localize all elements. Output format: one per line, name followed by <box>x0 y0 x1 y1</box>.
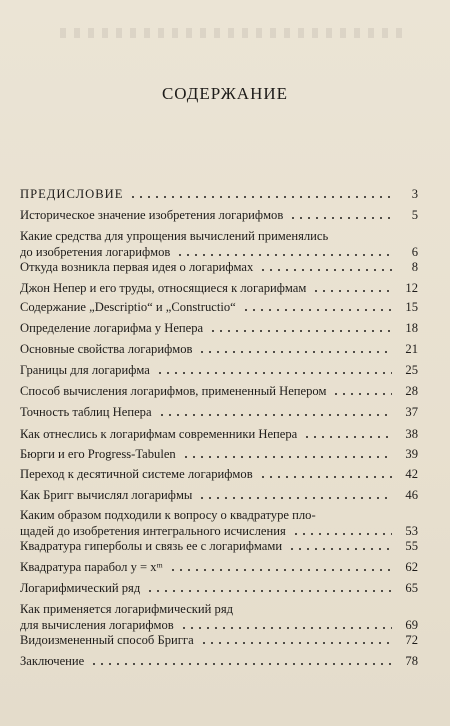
toc-entry-title: Джон Непер и его труды, относящиеся к логарифмам <box>20 281 307 295</box>
toc-entry-page-number: 38 <box>405 427 418 441</box>
dot-leader <box>289 217 392 219</box>
toc-entry-page-number: 53 <box>405 524 418 538</box>
dot-leader <box>129 196 392 198</box>
toc-entry-title: Квадратура гиперболы и связь ее с логарифмами <box>20 539 283 553</box>
toc-entry[interactable] <box>20 653 418 669</box>
dot-leader <box>198 497 392 499</box>
dot-leader <box>303 436 392 438</box>
toc-entry-page-number: 3 <box>411 187 418 201</box>
dot-leader <box>259 476 392 478</box>
toc-entry-page-number: 15 <box>405 300 418 314</box>
toc-entry-title-first-line: Как применяется логарифмический ряд <box>20 602 234 616</box>
toc-entry[interactable] <box>20 580 418 596</box>
toc-entry[interactable] <box>20 487 418 503</box>
toc-entry-page-number: 25 <box>405 363 418 377</box>
toc-entry-page-number: 8 <box>411 260 418 274</box>
toc-entry[interactable] <box>20 538 418 554</box>
toc-entry-title: Содержание „Descriptio“ и „Constructio“ <box>20 300 236 314</box>
dot-leader <box>312 290 392 292</box>
toc-entry-page-number: 28 <box>405 384 418 398</box>
toc-entry-page-number: 39 <box>405 447 418 461</box>
toc-entry-page-number: 5 <box>411 208 418 222</box>
toc-entry-title: Как отнеслись к логарифмам современники Непера <box>20 427 298 441</box>
dot-leader <box>158 414 392 416</box>
toc-entry-title: Способ вычисления логарифмов, примененный Непером <box>20 384 327 398</box>
toc-entry[interactable] <box>20 341 418 357</box>
toc-entry[interactable] <box>20 362 418 378</box>
dot-leader <box>332 393 392 395</box>
toc-entry[interactable] <box>20 601 418 633</box>
toc-entry-title: Историческое значение изобретения логарифмов <box>20 208 284 222</box>
toc-entry-title: Бюрги и его Progress-Tabulen <box>20 447 176 461</box>
toc-entry-page-number: 78 <box>405 654 418 668</box>
toc-entry-title-first-line: Какие средства для упрощения вычислений применялись <box>20 229 329 243</box>
toc-entry-title: щадей до изобретения интегрального исчисления <box>20 524 286 538</box>
toc-entry-title: Логарифмический ряд <box>20 581 141 595</box>
toc-entry[interactable] <box>20 466 418 482</box>
toc-entry[interactable] <box>20 228 418 260</box>
dot-leader <box>198 351 392 353</box>
toc-entry-page-number: 72 <box>405 633 418 647</box>
dot-leader <box>180 627 392 629</box>
toc-entry-title: ПРЕДИСЛОВИЕ <box>20 187 124 201</box>
dot-leader <box>209 330 392 332</box>
toc-entry[interactable] <box>20 280 418 296</box>
toc-entry[interactable] <box>20 426 418 442</box>
toc-entry-page-number: 21 <box>405 342 418 356</box>
toc-entry-page-number: 6 <box>411 245 418 259</box>
dot-leader <box>146 590 392 592</box>
toc-entry-page-number: 69 <box>405 618 418 632</box>
toc-entry[interactable] <box>20 259 418 275</box>
toc-entry[interactable] <box>20 383 418 399</box>
toc-entry[interactable] <box>20 404 418 420</box>
dot-leader <box>90 663 392 665</box>
dot-leader <box>200 642 392 644</box>
toc-entry[interactable] <box>20 632 418 648</box>
show-through-print <box>60 28 410 38</box>
dot-leader <box>292 533 392 535</box>
toc-entry-title: Точность таблиц Непера <box>20 405 152 419</box>
toc-entry[interactable] <box>20 559 418 575</box>
toc-entry[interactable] <box>20 446 418 462</box>
toc-entry-title: Основные свойства логарифмов <box>20 342 193 356</box>
toc-entry-page-number: 37 <box>405 405 418 419</box>
toc-entry-page-number: 62 <box>405 560 418 574</box>
dot-leader <box>242 309 392 311</box>
toc-entry-title: для вычисления логарифмов <box>20 618 174 632</box>
dot-leader <box>176 254 392 256</box>
toc-entry-title: Квадратура парабол y = xᵐ <box>20 560 163 574</box>
toc-entry-title: Заключение <box>20 654 85 668</box>
dot-leader <box>182 456 392 458</box>
toc-entry-title: Откуда возникла первая идея о логарифмах <box>20 260 254 274</box>
toc-entry-title: Границы для логарифма <box>20 363 150 377</box>
toc-entry[interactable] <box>20 507 418 539</box>
toc-entry-title-first-line: Каким образом подходили к вопросу о квадратуре пло- <box>20 508 316 522</box>
toc-entry[interactable] <box>20 299 418 315</box>
toc-entry-page-number: 18 <box>405 321 418 335</box>
dot-leader <box>288 548 392 550</box>
toc-entry[interactable] <box>20 320 418 336</box>
toc-entry-title: до изобретения логарифмов <box>20 245 171 259</box>
dot-leader <box>156 372 392 374</box>
dot-leader <box>259 269 392 271</box>
dot-leader <box>169 569 392 571</box>
toc-entry-page-number: 46 <box>405 488 418 502</box>
toc-entry-page-number: 55 <box>405 539 418 553</box>
toc-entry[interactable] <box>20 186 418 202</box>
page-title: СОДЕРЖАНИЕ <box>161 84 289 103</box>
toc-entry[interactable] <box>20 207 418 223</box>
toc-entry-page-number: 42 <box>405 467 418 481</box>
toc-entry-title: Определение логарифма у Непера <box>20 321 204 335</box>
toc-entry-title: Видоизмененный способ Бригга <box>20 633 194 647</box>
toc-entry-title: Как Бригг вычислял логарифмы <box>20 488 193 502</box>
toc-entry-title: Переход к десятичной системе логарифмов <box>20 467 253 481</box>
toc-entry-page-number: 12 <box>405 281 418 295</box>
toc-entry-page-number: 65 <box>405 581 418 595</box>
